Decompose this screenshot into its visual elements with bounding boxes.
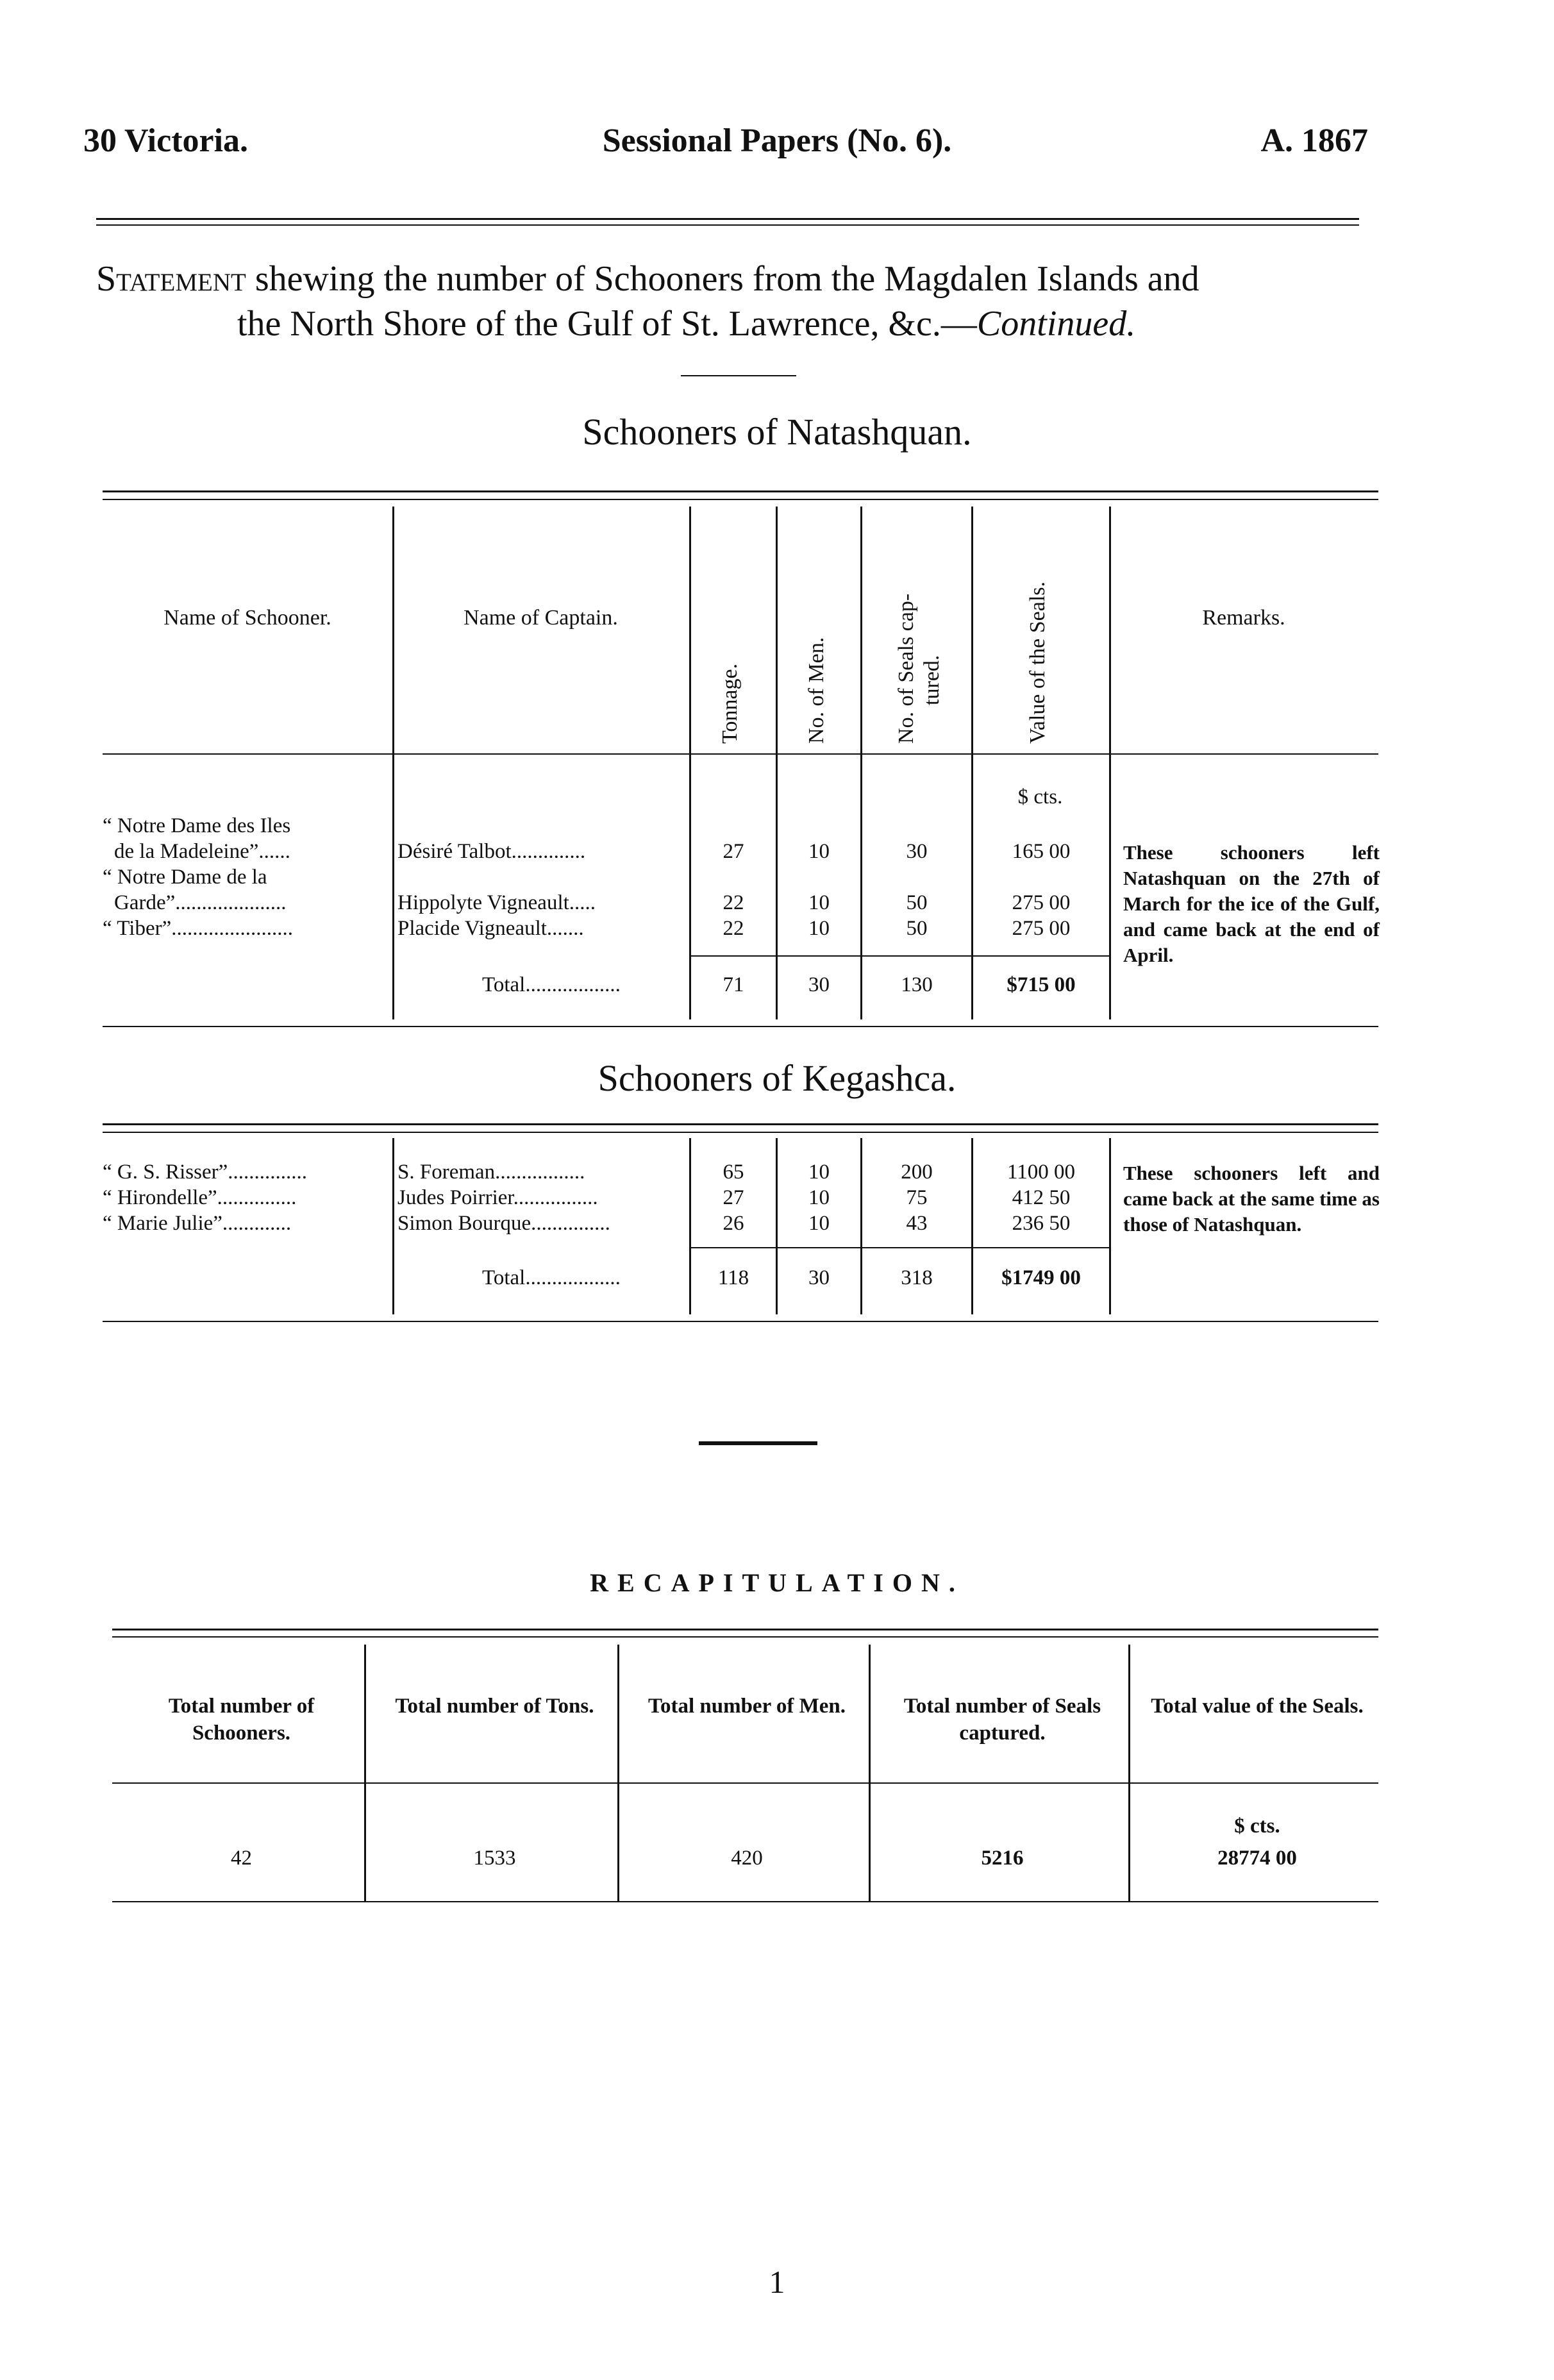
nat-vline-3 — [776, 507, 778, 1019]
recap-value-total: 28774 00 — [1217, 1847, 1297, 1870]
recap-header-value: Total value of the Seals. — [1151, 1695, 1364, 1718]
nat-row3-value: 275 00 — [1012, 917, 1071, 940]
running-header-center: Sessional Papers (No. 6). — [602, 122, 952, 159]
nat-total-rule — [691, 955, 1109, 957]
natashquan-top-rule-2 — [103, 499, 1378, 500]
running-header-right: A. 1867 — [1260, 122, 1368, 159]
recap-vline-2 — [617, 1645, 619, 1901]
nat-row3-schooner: “ Tiber”....................... — [103, 917, 293, 940]
kegashca-top-rule-2 — [103, 1132, 1378, 1133]
running-header-left: 30 Victoria. — [83, 122, 249, 159]
nat-total-value: $715 00 — [1007, 973, 1076, 996]
nat-vline-1 — [392, 507, 394, 1019]
recap-value-schooners: 42 — [231, 1847, 252, 1870]
statement-title — [96, 256, 1378, 346]
keg-row1-tonnage: 65 — [723, 1161, 744, 1184]
recap-top-rule — [112, 1629, 1378, 1630]
nat-row3-tonnage: 22 — [723, 917, 744, 940]
col-remarks-header: Remarks. — [1202, 606, 1285, 630]
statement-continued: Continued. — [976, 304, 1136, 344]
page-number: 1 — [769, 2264, 785, 2300]
recap-header-schooners: Total number of Schooners. — [168, 1695, 315, 1745]
recap-header-rule — [112, 1782, 1378, 1784]
header-rule — [96, 218, 1359, 220]
nat-row2-schooner-l2: Garde”..................... — [114, 891, 287, 914]
col-men-header: No. of Men. — [805, 637, 828, 744]
keg-total-men: 30 — [808, 1266, 830, 1289]
nat-row1-value: 165 00 — [1012, 840, 1071, 863]
nat-vline-6 — [1109, 507, 1111, 1019]
keg-vline-1 — [392, 1138, 394, 1314]
statement-line2: the North Shore of the Gulf of St. Lawrence, &c.— — [237, 304, 977, 344]
keg-row1-captain: S. Foreman................. — [397, 1161, 585, 1184]
recap-top-rule-2 — [112, 1636, 1378, 1638]
recap-header-men: Total number of Men. — [648, 1695, 846, 1718]
keg-row1-value: 1100 00 — [1007, 1161, 1076, 1184]
col-seals-header-l2: tured. — [920, 655, 944, 705]
nat-row1-schooner-l1: “ Notre Dame des Iles — [103, 814, 291, 837]
nat-total-seals: 130 — [901, 973, 933, 996]
kegashca-heading: Schooners of Kegashca. — [597, 1057, 957, 1099]
nat-vline-2 — [689, 507, 691, 1019]
nat-remarks: These schooners left Natashquan on the 27th of March for the ice of the Gulf, and came back at the end of April. — [1123, 841, 1380, 966]
keg-row1-seals: 200 — [901, 1161, 933, 1184]
keg-row2-tonnage: 27 — [723, 1186, 744, 1209]
natashquan-header-rule — [103, 753, 1378, 755]
keg-row3-tonnage: 26 — [723, 1212, 744, 1235]
keg-total-rule — [691, 1247, 1109, 1248]
keg-total-tonnage: 118 — [717, 1266, 749, 1289]
section-divider — [699, 1441, 817, 1445]
natashquan-bottom-rule — [103, 1026, 1378, 1027]
recap-value-men: 420 — [731, 1847, 763, 1870]
keg-row3-schooner: “ Marie Julie”............. — [103, 1212, 292, 1235]
col-tonnage-header: Tonnage. — [718, 663, 742, 744]
title-divider — [681, 375, 796, 376]
col-schooner-header: Name of Schooner. — [163, 606, 331, 630]
keg-row1-men: 10 — [808, 1161, 830, 1184]
nat-row2-tonnage: 22 — [723, 891, 744, 914]
keg-row1-schooner: “ G. S. Risser”............... — [103, 1161, 307, 1184]
nat-vline-4 — [860, 507, 862, 1019]
recap-vline-4 — [1128, 1645, 1130, 1901]
keg-row3-value: 236 50 — [1012, 1212, 1071, 1235]
nat-total-label: Total.................. — [482, 973, 621, 996]
col-seals-header-l1: No. of Seals cap- — [894, 593, 918, 744]
kegashca-top-rule — [103, 1123, 1378, 1125]
kegashca-bottom-rule — [103, 1321, 1378, 1322]
recap-vline-1 — [364, 1645, 366, 1901]
statement-lead: Statement — [96, 259, 246, 299]
keg-row2-schooner: “ Hirondelle”............... — [103, 1186, 297, 1209]
recap-value-tons: 1533 — [473, 1847, 516, 1870]
nat-row1-tonnage: 27 — [723, 840, 744, 863]
natashquan-top-rule — [103, 490, 1378, 492]
recap-value-seals: 5216 — [981, 1847, 1024, 1870]
keg-row2-men: 10 — [808, 1186, 830, 1209]
nat-vline-5 — [971, 507, 973, 1019]
keg-row2-value: 412 50 — [1012, 1186, 1071, 1209]
keg-total-seals: 318 — [901, 1266, 933, 1289]
recap-heading: RECAPITULATION. — [590, 1568, 964, 1597]
nat-row3-men: 10 — [808, 917, 830, 940]
nat-row2-captain: Hippolyte Vigneault..... — [397, 891, 596, 914]
recap-currency-label: $ cts. — [1234, 1814, 1280, 1838]
nat-row2-men: 10 — [808, 891, 830, 914]
keg-total-label: Total.................. — [482, 1266, 621, 1289]
keg-total-value: $1749 00 — [1001, 1266, 1081, 1289]
header-rule-2 — [96, 224, 1359, 226]
nat-total-men: 30 — [808, 973, 830, 996]
nat-row1-schooner-l2: de la Madeleine”...... — [114, 840, 290, 863]
keg-row3-captain: Simon Bourque............... — [397, 1212, 610, 1235]
keg-vline-6 — [1109, 1138, 1111, 1314]
natashquan-heading: Schooners of Natashquan. — [582, 411, 972, 453]
keg-row2-captain: Judes Poirrier................ — [397, 1186, 598, 1209]
nat-row2-seals: 50 — [906, 891, 928, 914]
nat-row1-captain: Désiré Talbot.............. — [397, 840, 586, 863]
nat-row2-value: 275 00 — [1012, 891, 1071, 914]
nat-total-tonnage: 71 — [723, 973, 744, 996]
statement-line1: shewing the number of Schooners from the Magdalen Islands and — [246, 259, 1199, 299]
nat-row1-seals: 30 — [906, 840, 928, 863]
col-captain-header: Name of Captain. — [464, 606, 618, 630]
keg-remarks: These schooners left and came back at the same time as those of Natashquan. — [1123, 1162, 1380, 1236]
recap-header-seals: Total number of Seals captured. — [903, 1695, 1101, 1745]
recap-header-tons: Total number of Tons. — [395, 1695, 594, 1718]
recap-vline-3 — [869, 1645, 871, 1901]
nat-row1-men: 10 — [808, 840, 830, 863]
keg-row3-men: 10 — [808, 1212, 830, 1235]
col-value-header: Value of the Seals. — [1026, 581, 1049, 744]
nat-row2-schooner-l1: “ Notre Dame de la — [103, 866, 267, 889]
nat-currency-label: $ cts. — [1017, 785, 1063, 809]
keg-row2-seals: 75 — [906, 1186, 928, 1209]
nat-row3-captain: Placide Vigneault....... — [397, 917, 584, 940]
keg-row3-seals: 43 — [906, 1212, 928, 1235]
recap-bottom-rule — [112, 1901, 1378, 1902]
nat-row3-seals: 50 — [906, 917, 928, 940]
